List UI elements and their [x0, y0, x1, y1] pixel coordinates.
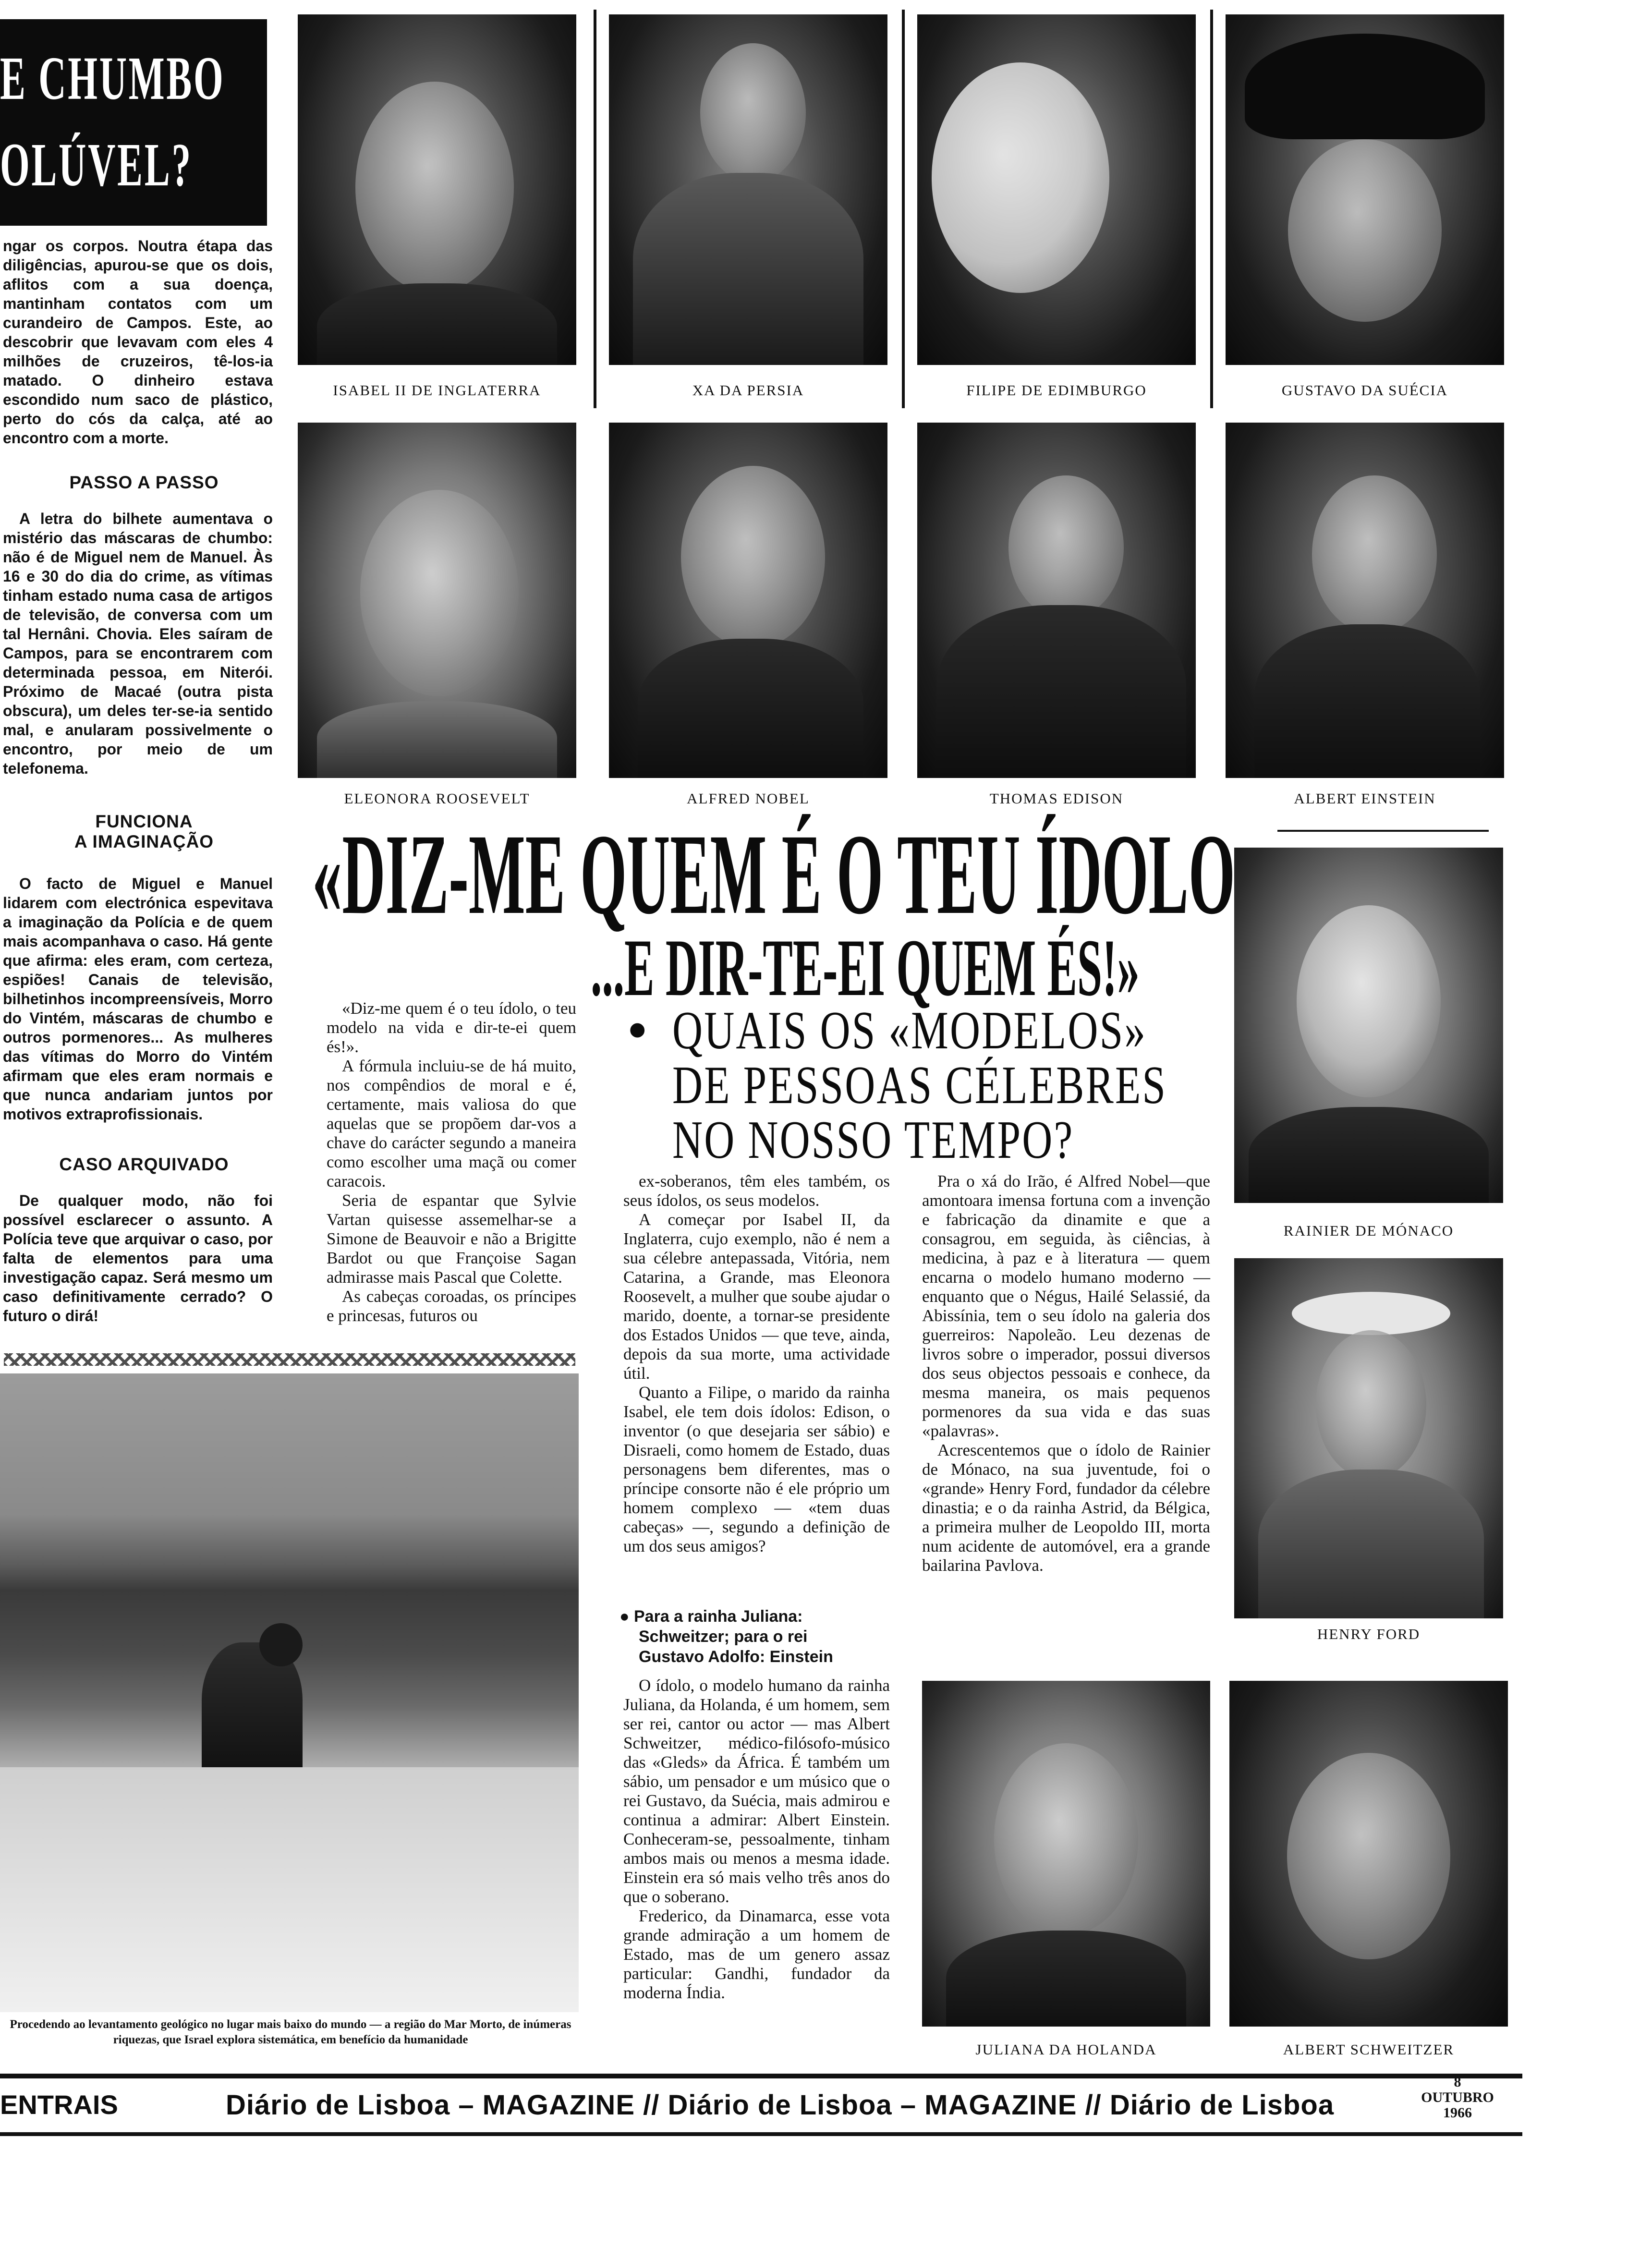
- footer-rule-bottom: [0, 2132, 1522, 2136]
- caption-xa-da-persia: XA DA PERSIA: [692, 382, 804, 399]
- headline-box: [0, 19, 267, 226]
- photo-albert-schweitzer: [1229, 1681, 1508, 2027]
- caption-alfred-nobel: ALFRED NOBEL: [687, 790, 810, 807]
- caption-gustavo-da-suecia: GUSTAVO DA SUÉCIA: [1281, 382, 1448, 399]
- decorative-border: [4, 1353, 575, 1366]
- sea-photo-caption: Procedendo ao levantamento geológico no lugar mais baixo do mundo — a região do Mar Morto, de inúmeras riquezas, que Israel explora sistemática, em benefício da humanidade: [10, 2018, 571, 2046]
- right-column-rule: [1277, 830, 1489, 832]
- article-column-2: [623, 1172, 890, 1556]
- issue-date: [1409, 2075, 1506, 2121]
- left-section2-text: O facto de Miguel e Manuel lidarem com electrónica espevitava a imaginação da Polícia e de quem mais acompanhava o caso. Há gente que afirma: eles eram, com certeza, espiões! Canais de televisão, bilhetinhos incompreensíveis, Morro do Vintém, máscaras de chumbo e outros pormenores... As mulheres das vítimas do Morro do Vintém afirmam que eles eram normais e que nunca andariam juntos por motivos extraprofissionais.: [3, 875, 273, 1123]
- subtitle-line-3: NO NOSSO TEMPO?: [672, 1110, 1074, 1170]
- photo-eleonora-roosevelt: [298, 423, 576, 778]
- section-title-caso-arquivado: CASO ARQUIVADO: [59, 1154, 229, 1174]
- caption-henry-ford: HENRY FORD: [1317, 1626, 1421, 1642]
- paragraph: Quanto a Filipe, o marido da rainha Isabel, ele tem dois ídolos: Edison, o inventor (o que desejaria ser sábio) e Disraeli, como homem de Estado, duas personagens bem diferentes, mas o príncipe consorte não é ele próprio um homem complexo — «tem duas cabeças» —, segundo a definição de um dos seus amigos?: [623, 1383, 890, 1555]
- footer-masthead: Diário de Lisboa – MAGAZINE // Diário de Lisboa – MAGAZINE // Diário de Lisboa: [226, 2089, 1335, 2121]
- photo-mar-morto: [0, 1373, 579, 2012]
- caption-eleonora-roosevelt: ELEONORA ROOSEVELT: [344, 790, 530, 807]
- main-title-line-1: «DIZ-ME QUEM É O TEU ÍDOLO: [312, 810, 1235, 938]
- subhead-bullet: ●: [620, 1607, 630, 1626]
- caption-albert-einstein: ALBERT EINSTEIN: [1294, 790, 1436, 807]
- paragraph: ex-soberanos, têm eles também, os seus ídolos, os seus modelos.: [623, 1172, 890, 1210]
- footer-left-text: ENTRAIS: [0, 2089, 118, 2120]
- section-title-passo-a-passo: PASSO A PASSO: [69, 473, 219, 492]
- caption-filipe-de-edimburgo: FILIPE DE EDIMBURGO: [966, 382, 1147, 399]
- photo-gustavo-da-suecia: [1226, 14, 1504, 365]
- paragraph: Seria de espantar que Sylvie Vartan quisesse assemelhar-se a Simone de Beauvoir e não a Brigitte Bardot ou que Françoise Sagan admirasse mais Pascal que Colette.: [327, 1191, 576, 1287]
- date-day: 8: [1454, 2074, 1461, 2090]
- column-rule: [594, 10, 596, 408]
- left-section3-text: De qualquer modo, não foi possível esclarecer o assunto. A Polícia teve que arquivar o caso, por falta de elementos para uma investigação capaz. Será mesmo um caso definitivamente cerrado? O futuro o dirá!: [3, 1192, 273, 1324]
- subtitle-line-1: QUAIS OS «MODELOS»: [672, 1001, 1147, 1060]
- photo-rainier-de-monaco: [1234, 848, 1503, 1203]
- date-year: 1966: [1443, 2105, 1472, 2121]
- photo-albert-einstein: [1226, 423, 1504, 778]
- paragraph: A começar por Isabel II, da Inglaterra, cujo exemplo, não é nem a sua célebre antepassada, Vitória, nem Catarina, a Grande, mas Eleonora Roosevelt, a mulher que soube ajudar o marido, doente, a tornar-se presidente dos Estados Unidos — que teve, ainda, depois da sua morte, uma actividade útil.: [623, 1210, 890, 1383]
- left-intro-text: ngar os corpos. Noutra étapa das diligências, apurou-se que os dois, aflitos com a sua doença, mantinham contatos com um curandeiro de Campos. Este, ao descobrir que levavam com eles 4 milhões de cruzeiros, tê-los-ia matado. O dinheiro estava escondido num saco de plástico, perto do cós da calça, até ao encontro com a morte.: [3, 237, 273, 447]
- section-title-funciona: FUNCIONA A IMAGINAÇÃO: [74, 812, 214, 851]
- photo-xa-da-persia: [609, 14, 887, 365]
- footer-rule-top: [0, 2074, 1522, 2078]
- paragraph: Acrescentemos que o ídolo de Rainier de Mónaco, na sua juventude, foi o «grande» Henry Ford, fundador da célebre dinastia; e o da rainha Astrid, da Bélgica, a primeira mulher de Leopoldo III, morta num acidente de automóvel, era a grande bailarina Pavlova.: [922, 1441, 1210, 1575]
- photo-isabel-ii: [298, 14, 576, 365]
- article-column-2b: [623, 1676, 890, 2003]
- photo-alfred-nobel: [609, 423, 887, 778]
- paragraph: A fórmula incluiu-se de há muito, nos compêndios de moral e é, certamente, mais valiosa do que aquelas que se propõem dar-vos a chave do carácter segundo a maneira como escolher uma maçã ou comer caracois.: [327, 1057, 576, 1190]
- headline-line-2: OLÚVEL?: [0, 131, 193, 199]
- photo-juliana-da-holanda: [922, 1681, 1210, 2027]
- paragraph: Pra o xá do Irão, é Alfred Nobel—que amontoara imensa fortuna com a invenção e fabricação da dinamite e que a consagrou, em seguida, às ciências, à medicina, à paz e à literatura — quem encarna o modelo humano moderno — enquanto que o Négus, Hailé Selassié, da Abissínia, tem o seu ídolo na galeria dos guerreiros: Napoleão. Leu dezenas de livros sobre o imperador, possui diversos dos seus objectos pessoais e conhece, da mesma maneira, os mais pequenos pormenores da sua vida e das suas «palavras».: [922, 1172, 1210, 1440]
- paragraph: «Diz-me quem é o teu ídolo, o teu modelo na vida e dir-te-ei quem és!».: [327, 999, 576, 1056]
- caption-rainier-de-monaco: RAINIER DE MÓNACO: [1283, 1222, 1454, 1239]
- paragraph: Frederico, da Dinamarca, esse vota grande admiração a um homem de Estado, mas de um genero assaz particular: Gandhi, fundador da moderna Índia.: [623, 1907, 890, 2002]
- subtitle-line-2: DE PESSOAS CÉLEBRES: [672, 1056, 1167, 1115]
- article-column-3: [922, 1172, 1210, 1575]
- column-rule: [902, 10, 905, 408]
- caption-juliana-da-holanda: JULIANA DA HOLANDA: [975, 2041, 1157, 2058]
- headline-line-1: E CHUMBO: [0, 44, 225, 112]
- date-month: OUTUBRO: [1421, 2089, 1494, 2105]
- main-title-line-2: ...E DIR-TE-EI QUEM ÉS!»: [591, 923, 1140, 1013]
- caption-thomas-edison: THOMAS EDISON: [989, 790, 1124, 807]
- photo-thomas-edison: [917, 423, 1196, 778]
- caption-albert-schweitzer: ALBERT SCHWEITZER: [1283, 2041, 1455, 2058]
- subtitle-bullet: •: [628, 1001, 647, 1059]
- paragraph: O ídolo, o modelo humano da rainha Juliana, da Holanda, é um homem, sem ser rei, cantor ou actor — mas Albert Schweitzer, médico-filósofo-músico das «Gleds» da África. É também um sábio, um pensador e um músico que o rei Gustavo, da Suécia, mais admirou e continua a admirar: Albert Einstein. Conheceram-se, pessoalmente, tinham ambos mais ou menos a mesma idade. Einstein era só mais velho três anos do que o soberano.: [623, 1676, 890, 1906]
- photo-henry-ford: [1234, 1258, 1503, 1618]
- photo-filipe-de-edimburgo: [917, 14, 1196, 365]
- paragraph: As cabeças coroadas, os príncipes e princesas, futuros ou: [327, 1287, 576, 1325]
- article-subhead: ● Para a rainha Juliana: Schweitzer; para o rei Gustavo Adolfo: Einstein: [620, 1607, 833, 1666]
- column-rule: [1210, 10, 1213, 408]
- left-section1-text: A letra do bilhete aumentava o mistério das máscaras de chumbo: não é de Miguel nem de Manuel. Às 16 e 30 do dia do crime, as vítimas tinham estado numa casa de artigos de televisão, de conversa com um tal Hernâni. Chovia. Eles saíram de Campos, para se encontrarem com determinada pessoa, em Niterói. Próximo de Macaé (outra pista obscura), um deles ter-se-ia sentido mal, e anularam possivelmente o encontro, por meio de um telefonema.: [3, 510, 273, 777]
- caption-isabel-ii: ISABEL II DE INGLATERRA: [333, 382, 541, 399]
- article-column-1: [327, 999, 576, 1325]
